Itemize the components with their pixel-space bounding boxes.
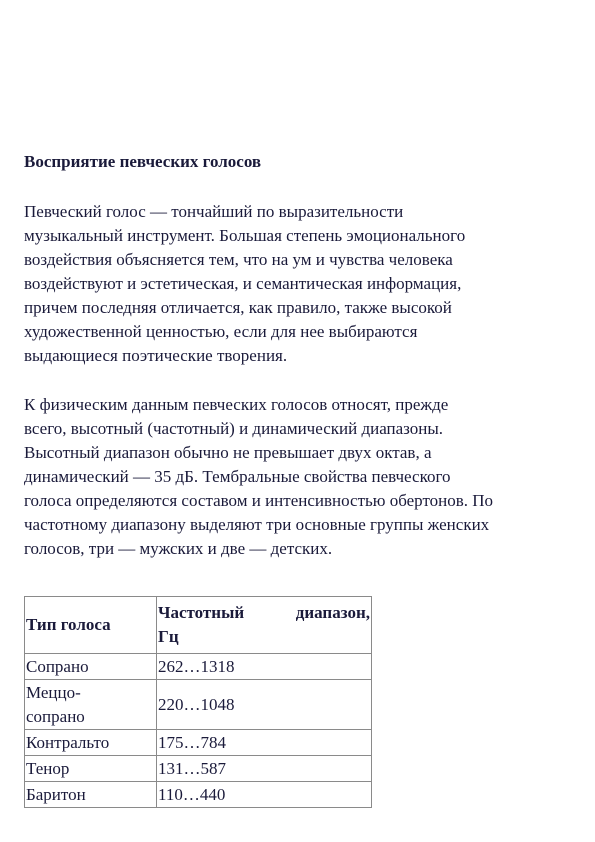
table-row [25, 680, 372, 730]
text-line: К физическим данным певческих голосов относят, прежде [24, 395, 449, 414]
document-title: Восприятие певческих голосов [24, 152, 262, 171]
text-line: динамический — 35 дБ. Тембральные свойства певческого [24, 467, 451, 486]
voice-cell-line: сопрано [26, 706, 85, 726]
header-range-word: диапазон, [295, 603, 370, 622]
paragraph-voice-intro [24, 200, 574, 368]
voice-cell: Тенор [25, 756, 157, 782]
table-row [25, 730, 372, 756]
range-cell: 262…1318 [157, 654, 372, 680]
text-line: частотному диапазону выделяют три основные группы женских [24, 515, 490, 534]
voice-range-table [24, 596, 372, 808]
text-line: всего, высотный (частотный) и динамический диапазоны. [24, 419, 444, 438]
voice-cell: Сопрано [25, 654, 157, 680]
voice-cell [25, 680, 157, 730]
voice-cell: Контральто [25, 730, 157, 756]
text-line: Певческий голос — тончайший по выразительности [24, 202, 404, 221]
paragraph-physical-data [24, 393, 574, 561]
text-line: Высотный диапазон обычно не превышает двух октав, а [24, 443, 432, 462]
text-line: голоса определяются составом и интенсивностью обертонов. По [24, 491, 494, 510]
voice-cell-line: Меццо- [26, 682, 81, 702]
table-row [25, 782, 372, 808]
range-cell: 110…440 [157, 782, 372, 808]
text-line: причем последняя отличается, как правило, также высокой [24, 298, 452, 317]
range-cell: 131…587 [157, 756, 372, 782]
range-cell: 220…1048 [157, 680, 372, 730]
text-line: голосов, три — мужских и две — детских. [24, 539, 333, 558]
table-header-row [25, 597, 372, 654]
text-line: музыкальный инструмент. Большая степень эмоционального [24, 226, 466, 245]
text-line: воздействуют и эстетическая, и семантическая информация, [24, 274, 462, 293]
header-frequency-word: Частотный [158, 603, 245, 622]
text-line: воздействия объясняется тем, что на ум и чувства человека [24, 250, 453, 269]
header-frequency-range [157, 597, 372, 654]
header-voice-type: Тип голоса [25, 597, 157, 654]
table-row [25, 654, 372, 680]
voice-cell: Баритон [25, 782, 157, 808]
header-unit: Гц [158, 627, 179, 646]
text-line: художественной ценностью, если для нее выбираются [24, 322, 418, 341]
range-cell: 175…784 [157, 730, 372, 756]
table-row [25, 756, 372, 782]
text-line: выдающиеся поэтические творения. [24, 346, 288, 365]
